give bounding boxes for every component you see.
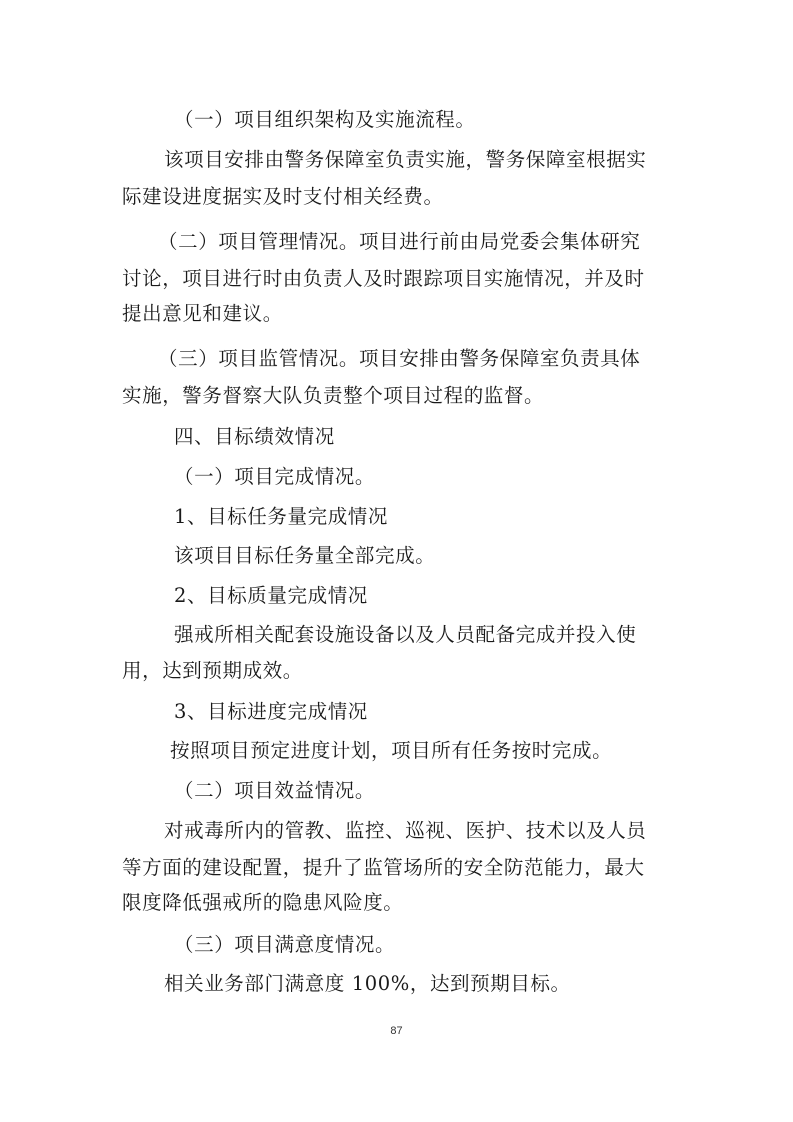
paragraph-line: 该项目目标任务量全部完成。 xyxy=(174,544,436,567)
subsection-heading: （一）项目完成情况。 xyxy=(174,465,376,488)
paragraph-line: （二）项目管理情况。项目进行前由局党委会集体研究 xyxy=(158,230,641,253)
subsection-heading: （三）项目满意度情况。 xyxy=(174,933,396,956)
paragraph-line: 对戒毒所内的管教、监控、巡视、医护、技术以及人员 xyxy=(164,819,647,842)
paragraph-line: 用，达到预期成效。 xyxy=(122,659,303,682)
paragraph-line: 讨论，项目进行时由负责人及时跟踪项目实施情况，并及时 xyxy=(122,267,645,290)
paragraph-line: 限度降低强戒所的隐患风险度。 xyxy=(122,891,404,914)
paragraph-line: 相关业务部门满意度 100%，达到预期目标。 xyxy=(164,972,571,995)
item-heading: 3、目标进度完成情况 xyxy=(174,700,368,723)
paragraph-line: 提出意见和建议。 xyxy=(122,302,283,325)
section-heading: 四、目标绩效情况 xyxy=(174,425,335,448)
paragraph-line: 按照项目预定进度计划，项目所有任务按时完成。 xyxy=(170,739,613,762)
paragraph-line: 实施，警务督察大队负责整个项目过程的监督。 xyxy=(122,384,545,407)
item-heading: 2、目标质量完成情况 xyxy=(174,584,368,607)
page-number: 87 xyxy=(390,1025,403,1037)
item-heading: 1、目标任务量完成情况 xyxy=(174,505,389,528)
paragraph-line: （三）项目监管情况。项目安排由警务保障室负责具体 xyxy=(158,347,641,370)
paragraph-line: 等方面的建设配置，提升了监管场所的安全防范能力，最大 xyxy=(122,856,645,879)
heading-org-structure: （一）项目组织架构及实施流程。 xyxy=(174,108,476,131)
subsection-heading: （二）项目效益情况。 xyxy=(174,779,376,802)
paragraph-line: 该项目安排由警务保障室负责实施，警务保障室根据实 xyxy=(164,148,647,171)
paragraph-line: 强戒所相关配套设施设备以及人员配备完成并投入使 xyxy=(174,623,637,646)
paragraph-line: 际建设进度据实及时支付相关经费。 xyxy=(122,185,444,208)
